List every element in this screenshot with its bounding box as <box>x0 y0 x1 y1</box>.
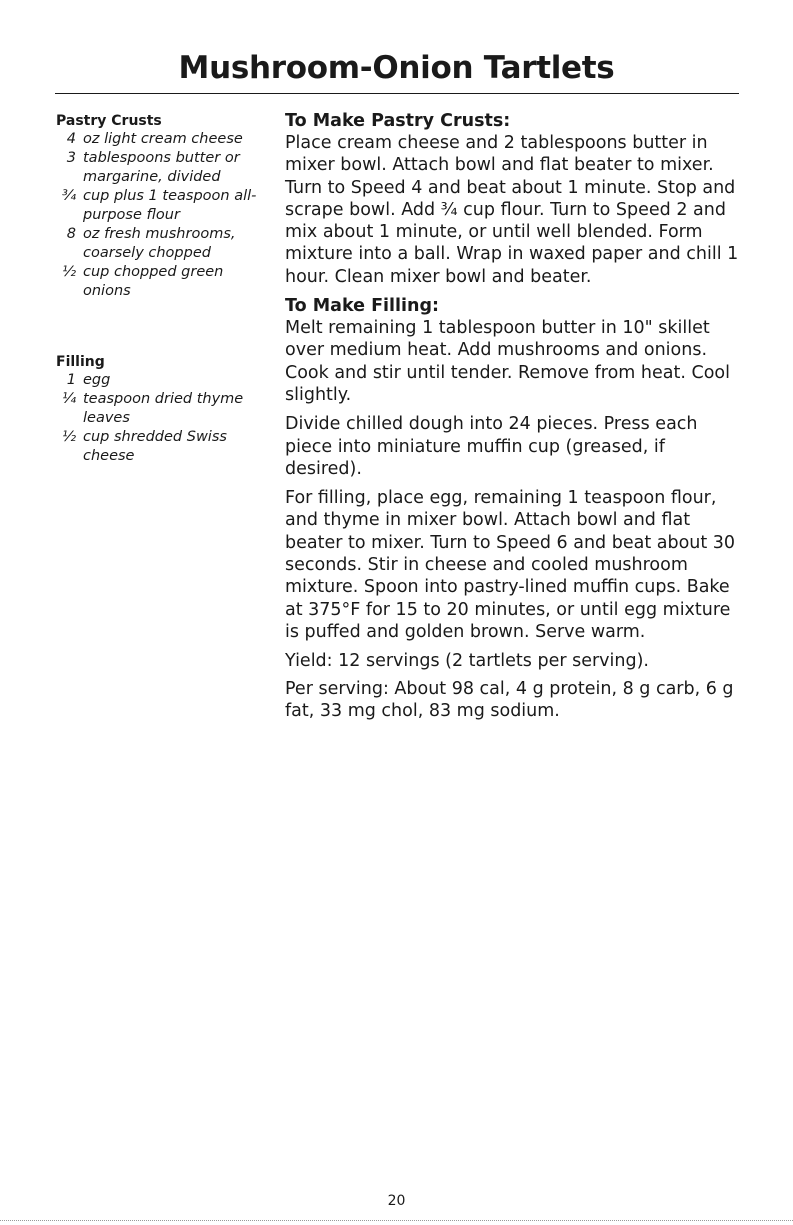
ingredient-text: cup shredded Swiss cheese <box>83 429 227 464</box>
page-number: 20 <box>387 1193 406 1209</box>
ingredient-quantity: 8 <box>66 226 76 242</box>
ingredient-item <box>56 428 271 466</box>
ingredient-text: teaspoon dried thyme leaves <box>83 391 244 426</box>
recipe-title: Mushroom-Onion Tartlets <box>178 50 615 86</box>
ingredient-text: cup chopped green onions <box>83 264 224 299</box>
ingredient-quantity: ¾ <box>61 188 76 204</box>
ingredient-item <box>56 130 271 149</box>
ingredient-item <box>56 149 271 187</box>
bake-directions: For filling, place egg, remaining 1 teaspoon flour, and thyme in mixer bowl. Attach bowl and flat beater to mixer. Turn to Speed 6 and beat about 30 seconds. Stir in cheese and cooled mushroom mixture. Spoon into pastry-lined muffin cups. Bake at 375°F for 15 to 20 minutes, or until egg mixture is puffed and golden brown. Serve warm. <box>285 488 736 642</box>
ingredient-item <box>56 390 271 428</box>
ingredient-quantity: 1 <box>66 372 76 388</box>
divide-dough-directions: Divide chilled dough into 24 pieces. Press each piece into miniature muffin cup (greased, if desired). <box>285 414 698 479</box>
title-divider <box>55 93 739 94</box>
ingredient-quantity: ½ <box>61 264 76 280</box>
pastry-ingredient-list <box>56 130 271 301</box>
ingredient-text: egg <box>83 372 111 388</box>
ingredients-column <box>56 112 271 466</box>
pastry-crusts-directions: Place cream cheese and 2 tablespoons butter in mixer bowl. Attach bowl and flat beater to mixer. Turn to Speed 4 and beat about 1 minute. Stop and scrape bowl. Add ¾ cup flour. Turn to Speed 2 and mix about 1 minute, or until well blended. Form mixture into a ball. Wrap in waxed paper and chill 1 hour. Clean mixer bowl and beater. <box>285 133 739 287</box>
directions-column <box>285 110 740 729</box>
page-bottom-dotted-line <box>0 1220 793 1221</box>
ingredient-text: tablespoons butter or margarine, divided <box>83 150 240 185</box>
ingredient-item <box>56 187 271 225</box>
ingredient-item <box>56 371 271 390</box>
pastry-crusts-heading: Pastry Crusts <box>56 113 162 129</box>
ingredient-quantity: ½ <box>61 429 76 445</box>
ingredient-quantity: 4 <box>66 131 76 147</box>
filling-directions-heading: To Make Filling: <box>285 296 440 317</box>
yield-text: Yield: 12 servings (2 tartlets per serving). <box>285 651 649 672</box>
ingredient-text: oz light cream cheese <box>83 131 243 147</box>
ingredient-quantity: ¼ <box>61 391 76 407</box>
filling-ingredient-list <box>56 371 271 466</box>
ingredient-text: cup plus 1 teaspoon all-purpose flour <box>83 188 257 223</box>
pastry-crusts-directions-heading: To Make Pastry Crusts: <box>285 111 511 131</box>
ingredient-item <box>56 263 271 301</box>
ingredient-text: oz fresh mushrooms, coarsely chopped <box>83 226 236 261</box>
ingredient-item <box>56 225 271 263</box>
filling-heading: Filling <box>56 354 105 370</box>
nutrition-text: Per serving: About 98 cal, 4 g protein, 8 g carb, 6 g fat, 33 mg chol, 83 mg sodium. <box>285 678 734 721</box>
ingredient-quantity: 3 <box>66 150 76 166</box>
filling-directions: Melt remaining 1 tablespoon butter in 10" skillet over medium heat. Add mushrooms and onions. Cook and stir until tender. Remove from heat. Cool slightly. <box>285 318 730 405</box>
